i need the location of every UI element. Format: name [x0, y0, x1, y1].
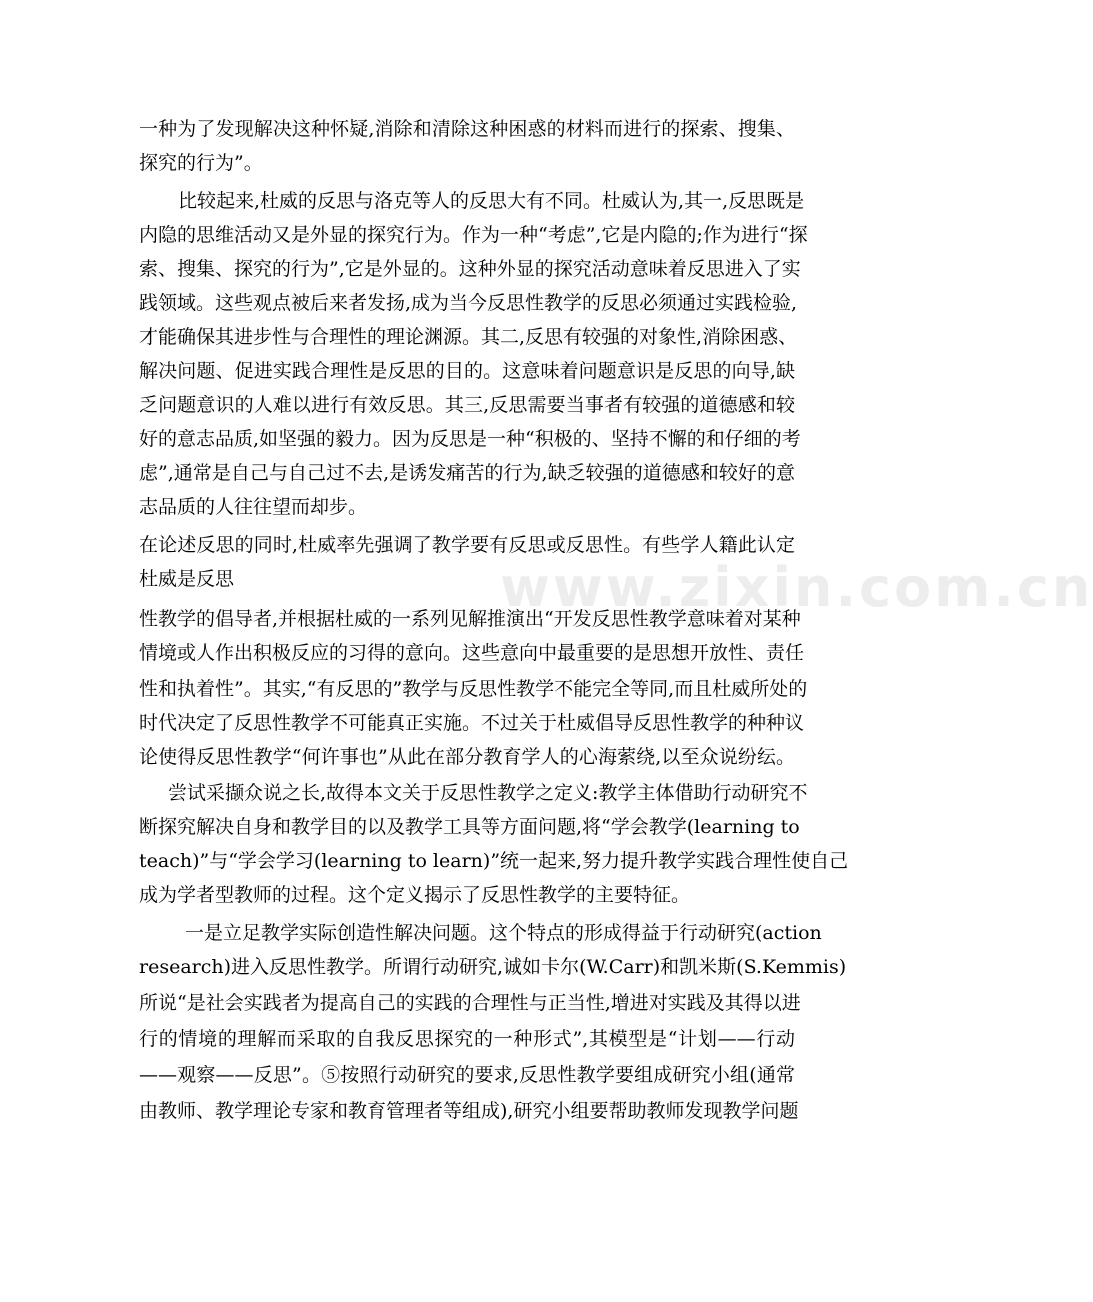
text-line: 尝试采撷众说之长,故得本文关于反思性教学之定义:教学主体借助行动研究不	[168, 782, 808, 804]
text-line: 情境或人作出积极反应的习得的意向。这些意向中最重要的是思想开放性、责任	[139, 642, 805, 664]
text-line: 才能确保其进步性与合理性的理论渊源。其二,反思有较强的对象性,消除困惑、	[139, 326, 798, 348]
text-line: 成为学者型教师的过程。这个定义揭示了反思性教学的主要特征。	[139, 884, 691, 906]
text-line: 时代决定了反思性教学不可能真正实施。不过关于杜威倡导反思性教学的种种议	[139, 712, 805, 734]
text-line: 论使得反思性教学“何许事也”从此在部分教育学人的心海萦绕,以至众说纷纭。	[139, 746, 795, 768]
text-line: 索、搜集、探究的行为”,它是外显的。这种外显的探究活动意味着反思进入了实	[139, 258, 801, 280]
watermark: www.zixin.com.cn	[500, 556, 1093, 619]
text-line: 行的情境的理解而采取的自我反思探究的一种形式”,其模型是“计划——行动	[139, 1028, 795, 1050]
text-line: 性教学的倡导者,并根据杜威的一系列见解推演出“开发反思性教学意味着对某种	[139, 608, 801, 630]
text-line: teach)”与“学会学习(learning to learn)”统一起来,努力提升教学实践合理性使自己	[139, 850, 849, 872]
text-line: 杜威是反思	[139, 568, 235, 590]
text-line: research)进入反思性教学。所谓行动研究,诚如卡尔(W.Carr)和凯米斯(S.Kemmis)	[139, 956, 847, 978]
text-line: 志品质的人往往望而却步。	[139, 496, 368, 518]
text-line: 所说“是社会实践者为提高自己的实践的合理性与正当性,增进对实践及其得以进	[139, 992, 801, 1014]
text-line: 一是立足教学实际创造性解决问题。这个特点的形成得益于行动研究(action	[185, 922, 822, 944]
text-line: 践领域。这些观点被后来者发扬,成为当今反思性教学的反思必须通过实践检验,	[139, 292, 798, 314]
text-line: 好的意志品质,如坚强的毅力。因为反思是一种“积极的、坚持不懈的和仔细的考	[139, 428, 801, 450]
text-line: 乏问题意识的人难以进行有效反思。其三,反思需要当事者有较强的道德感和较	[139, 394, 795, 416]
text-line: 内隐的思维活动又是外显的探究行为。作为一种“考虑”,它是内隐的;作为进行“探	[139, 224, 808, 246]
text-line: 比较起来,杜威的反思与洛克等人的反思大有不同。杜威认为,其一,反思既是	[178, 190, 805, 212]
text-line: 断探究解决自身和教学目的以及教学工具等方面问题,将“学会教学(learning to	[139, 816, 800, 838]
text-line: 在论述反思的同时,杜威率先强调了教学要有反思或反思性。有些学人籍此认定	[139, 534, 795, 556]
text-line: 解决问题、促进实践合理性是反思的目的。这意味着问题意识是反思的向导,缺	[139, 360, 795, 382]
text-line: ——观察——反思”。⑤按照行动研究的要求,反思性教学要组成研究小组(通常	[139, 1064, 795, 1086]
text-line: 虑”,通常是自己与自己过不去,是诱发痛苦的行为,缺乏较强的道德感和较好的意	[139, 462, 795, 484]
text-line: 由教师、教学理论专家和教育管理者等组成),研究小组要帮助教师发现教学问题	[139, 1100, 799, 1122]
text-line: 一种为了发现解决这种怀疑,消除和清除这种困惑的材料而进行的探索、搜集、	[139, 118, 795, 140]
text-line: 探究的行为”。	[139, 152, 263, 174]
text-line: 性和执着性”。其实,“有反思的”教学与反思性教学不能完全等同,而且杜威所处的	[139, 678, 808, 700]
